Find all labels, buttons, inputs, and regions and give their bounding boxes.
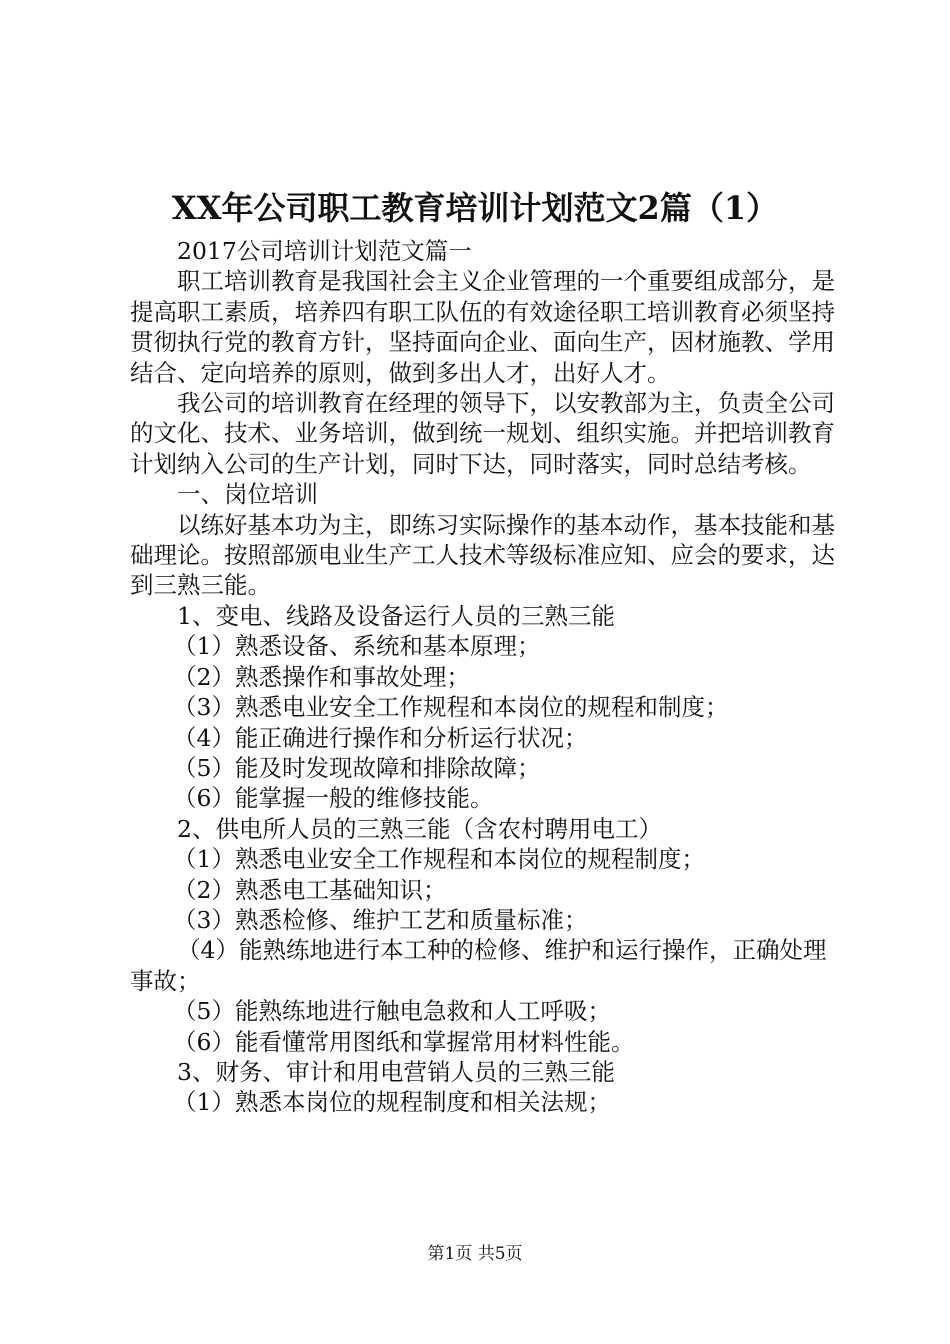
list-item: （4）能熟练地进行本工种的检修、维护和运行操作，正确处理事故； (130, 936, 827, 995)
list-item: （5）能熟练地进行触电急救和人工呼吸； (173, 997, 611, 1026)
paragraph: 我公司的培训教育在经理的领导下，以安教部为主，负责全公司的文化、技术、业务培训，做到统一规划、组织实施。并把培训教育计划纳入公司的生产计划，同时下达，同时落实，同时总结考核。 (130, 389, 835, 478)
document-body (130, 236, 835, 1118)
paragraph: 2017公司培训计划范文篇一 (177, 237, 472, 265)
list-item: （3）熟悉检修、维护工艺和质量标准； (173, 905, 588, 934)
list-item: （4）能正确进行操作和分析运行状况； (173, 723, 588, 752)
list-item: （2）熟悉电工基础知识； (173, 875, 447, 904)
list-item: （5）能及时发现故障和排除故障； (173, 753, 541, 782)
list-item: （6）能掌握一般的维修技能。 (173, 784, 494, 813)
list-item: （2）熟悉操作和事故处理； (173, 662, 470, 691)
list-item: （1）熟悉电业安全工作规程和本岗位的规程制度； (173, 845, 705, 874)
section-heading: 一、岗位培训 (177, 480, 318, 509)
paragraph: 以练好基本功为主，即练习实际操作的基本动作，基本技能和基础理论。按照部颁电业生产工人技术等级标准应知、应会的要求，达到三熟三能。 (130, 510, 835, 600)
document-title: XX年公司职工教育培训计划范文2篇（1） (171, 189, 779, 227)
subsection-heading: 2、供电所人员的三熟三能（含农村聘用电工） (177, 814, 662, 843)
page-footer: 第1页 共5页 (427, 1244, 523, 1264)
list-item: （1）熟悉本岗位的规程制度和相关法规； (173, 1088, 611, 1117)
list-item: （1）熟悉设备、系统和基本原理； (173, 632, 541, 661)
list-item: （6）能看懂常用图纸和掌握常用材料性能。 (173, 1027, 635, 1056)
subsection-heading: 1、变电、线路及设备运行人员的三熟三能 (177, 601, 615, 630)
list-item: （3）熟悉电业安全工作规程和本岗位的规程和制度； (173, 693, 729, 722)
paragraph: 职工培训教育是我国社会主义企业管理的一个重要组成部分，是提高职工素质，培养四有职工队伍的有效途径职工培训教育必须坚持贯彻执行党的教育方针，坚持面向企业、面向生产，因材施教、学用结合、定向培养的原则，做到多出人才，出好人才。 (130, 267, 835, 387)
subsection-heading: 3、财务、审计和用电营销人员的三熟三能 (177, 1057, 615, 1086)
